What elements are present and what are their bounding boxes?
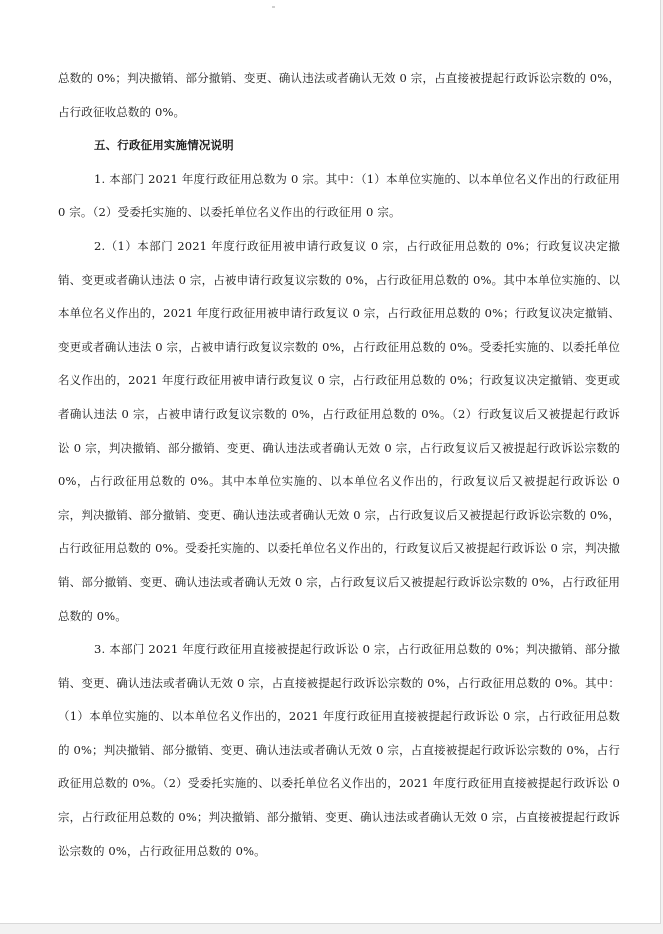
paragraph-item-1: 1. 本部门 2021 年度行政征用总数为 0 宗。其中：（1）本单位实施的、以本单位名义作出的行政征用 0 宗。（2）受委托实施的、以委托单位名义作出的行政征用 0 宗。: [58, 171, 620, 220]
section-heading: 五、行政征用实施情况说明: [94, 138, 234, 153]
paragraph-item-3: 3. 本部门 2021 年度行政征用直接被提起行政诉讼 0 宗，占行政征用总数的 0%；判决撤销、部分撤销、变更、确认违法或者确认无效 0 宗，占直接被提起行政诉讼宗数的 0%，占行政征用总数的 0%。其中：（1）本单位实施的、以本单位名义作出的，2021 年度行政征用直接被提起行政诉讼 0 宗，占行政征用总数的 0%；判决撤销、部分撤销、变更、确认违法或者确认无效 0 宗，占直接被提起行政诉讼宗数的 0%，占行政征用总数的 0%。（2）受委托实施的、以委托单位名义作出的，2021 年度行政征用直接被提起行政诉讼 0 宗，占行政征用总数的 0%；判决撤销、部分撤销、变更、确认违法或者确认无效 0 宗，占直接被提起行政诉讼宗数的 0%，占行政征用总数的 0%。: [58, 642, 620, 858]
paragraph-item-2: 2.（1）本部门 2021 年度行政征用被申请行政复议 0 宗，占行政征用总数的 0%；行政复议决定撤销、变更或者确认违法 0 宗，占被申请行政复议宗数的 0%，占行政征用总数的 0%。其中本单位实施的、以本单位名义作出的，2021 年度行政征用被申请行政复议 0 宗，占行政征用总数的 0%；行政复议决定撤销、变更或者确认违法 0 宗，占被申请行政复议宗数的 0%，占行政征用总数的 0%。受委托实施的、以委托单位名义作出的，2021 年度行政征用被申请行政复议 0 宗，占行政征用总数的 0%；行政复议决定撤销、变更或者确认违法 0 宗，占被申请行政复议宗数的 0%，占行政征用总数的 0%。（2）行政复议后又被提起行政诉讼 0 宗，判决撤销、部分撤销、变更、确认违法或者确认无效 0 宗，占行政复议后又被提起行政诉讼宗数的 0%，占行政征用总数的 0%。其中本单位实施的、以本单位名义作出的，行政复议后又被提起行政诉讼 0 宗，判决撤销、部分撤销、变更、确认违法或者确认无效 0 宗，占行政复议后又被提起行政诉讼宗数的 0%，占行政征用总数的 0%。受委托实施的、以委托单位名义作出的，行政复议后又被提起行政诉讼 0 宗，判决撤销、部分撤销、变更、确认违法或者确认无效 0 宗，占行政复议后又被提起行政诉讼宗数的 0%，占行政征用总数的 0%。: [58, 238, 620, 623]
document-body: [58, 62, 620, 868]
paragraph-continuation: 总数的 0%；判决撤销、部分撤销、变更、确认违法或者确认无效 0 宗，占直接被提起行政诉讼宗数的 0%，占行政征收总数的 0%。: [58, 71, 620, 119]
page-top-mark: [272, 6, 275, 8]
